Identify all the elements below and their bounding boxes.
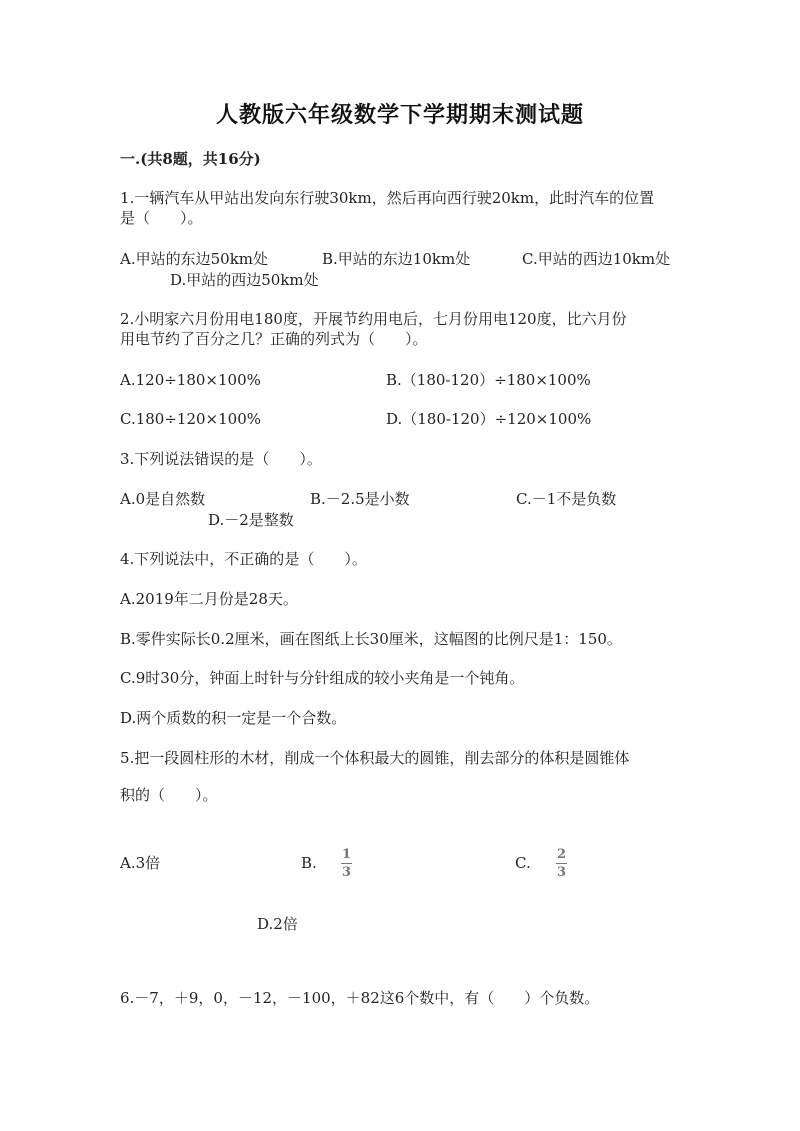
- section-header: 一.(共8题，共16分): [120, 150, 261, 168]
- q1-text-line2: 是（ ）。: [120, 209, 203, 227]
- q4-option-b: B.零件实际长0.2厘米，画在图纸上长30厘米，这幅图的比例尺是1：150。: [120, 630, 622, 648]
- q4-option-d: D.两个质数的积一定是一个合数。: [120, 709, 347, 727]
- q3-option-b: B.－2.5是小数: [310, 490, 410, 508]
- q2-option-a: A.120÷180×100%: [120, 371, 261, 389]
- q1-text-line1: 1.一辆汽车从甲站出发向东行驶30km，然后再向西行驶20km，此时汽车的位置: [120, 189, 655, 207]
- q5-option-a: A.3倍: [120, 854, 161, 872]
- q2-option-d: D.（180-120）÷120×100%: [386, 410, 592, 428]
- q2-option-c: C.180÷120×100%: [120, 410, 261, 428]
- q3-option-a: A.0是自然数: [120, 490, 206, 508]
- q2-text-line2: 用电节约了百分之几？正确的列式为（ ）。: [120, 330, 428, 348]
- q4-text-line1: 4.下列说法中，不正确的是（ ）。: [120, 550, 367, 568]
- q6-text-line1: 6.－7，＋9，0，－12，－100，＋82这6个数中，有（ ）个负数。: [120, 989, 600, 1007]
- q5-option-b-numerator: 1: [341, 847, 352, 862]
- q5-text-line2: 积的（ ）。: [120, 786, 218, 804]
- q1-option-c: C.甲站的西边10km处: [522, 250, 671, 268]
- q4-option-a: A.2019年二月份是28天。: [120, 590, 298, 608]
- q1-option-d: D.甲站的西边50km处: [170, 271, 319, 289]
- q1-option-a: A.甲站的东边50km处: [120, 250, 269, 268]
- q3-option-c: C.－1不是负数: [516, 490, 617, 508]
- q4-option-c: C.9时30分，钟面上时针与分针组成的较小夹角是一个钝角。: [120, 669, 525, 687]
- q1-option-b: B.甲站的东边10km处: [322, 250, 471, 268]
- fraction-bar: [556, 863, 567, 864]
- q5-option-b-label: B.: [301, 854, 317, 872]
- q5-option-d: D.2倍: [257, 915, 298, 933]
- fraction-bar: [341, 863, 352, 864]
- q3-option-d: D.－2是整数: [208, 511, 294, 529]
- q5-option-c-numerator: 2: [556, 847, 567, 862]
- q2-text-line1: 2.小明家六月份用电180度，开展节约用电后，七月份用电120度，比六月份: [120, 310, 627, 328]
- q5-option-b-denominator: 3: [341, 865, 352, 880]
- q2-option-b: B.（180-120）÷180×100%: [386, 371, 591, 389]
- q5-option-c-denominator: 3: [556, 865, 567, 880]
- q5-option-c-label: C.: [515, 854, 531, 872]
- q3-text-line1: 3.下列说法错误的是（ ）。: [120, 450, 322, 468]
- page-title: 人教版六年级数学下学期期末测试题: [215, 102, 584, 128]
- q5-text-line1: 5.把一段圆柱形的木材，削成一个体积最大的圆锥，削去部分的体积是圆锥体: [120, 749, 630, 767]
- q5-option-c-fraction: [556, 848, 567, 879]
- q5-option-b-fraction: [341, 848, 352, 879]
